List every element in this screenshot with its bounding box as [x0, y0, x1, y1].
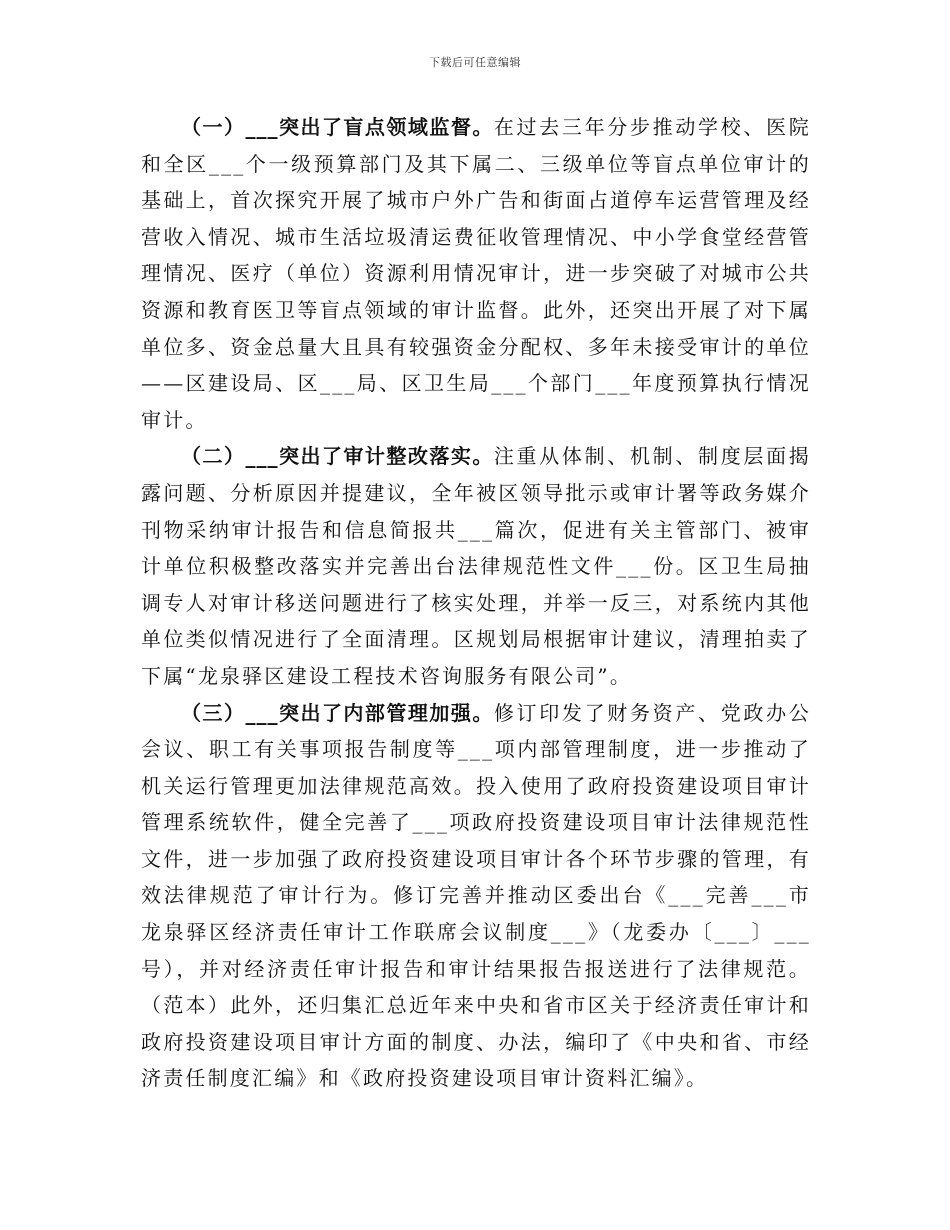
page-header: 下载后可任意编辑 [429, 56, 521, 69]
paragraph-1-text: 在过去三年分步推动学校、医院和全区___个一级预算部门及其下属二、三级单位等盲点单位审计的基础上，首次探究开展了城市户外广告和街面占道停车运营管理及经营收入情况、城市生活垃圾清运费征收管理情况、中小学食堂经营管理情况、医疗（单位）资源利用情况审计，进一步突破了对城市公共资源和教育医卫等盲点领域的审计监督。此外，还突出开展了对下属单位多、资金总量大且具有较强资金分配权、多年未接受审计的单位——区建设局、区___局、区卫生局___个部门___年度预算执行情况审计。 [141, 115, 811, 432]
paragraph-2-heading: （二）___突出了审计整改落实。 [181, 444, 494, 469]
paragraph-3-text: 修订印发了财务资产、党政办公会议、职工有关事项报告制度等___项内部管理制度，进一步推动了机关运行管理更加法律规范高效。投入使用了政府投资建设项目审计管理系统软件，健全完善了___项政府投资建设项目审计法律规范性文件，进一步加强了政府投资建设项目审计各个环节步骤的管理，有效法律规范了审计行为。修订完善并推动区委出台《___完善___市龙泉驿区经济责任审计工作联席会议制度___》（龙委办〔___〕___号），并对经济责任审计报告和审计结果报告报送进行了法律规范。（范本）此外，还归集汇总近年来中央和省市区关于经济责任审计和政府投资建设项目审计方面的制度、办法，编印了《中央和省、市经济责任制度汇编》和《政府投资建设项目审计资料汇编》。 [141, 700, 811, 1091]
paragraph-2 [141, 438, 811, 694]
paragraph-3 [141, 695, 811, 1098]
paragraph-2-text: 注重从体制、机制、制度层面揭露问题、分析原因并提建议，全年被区领导批示或审计署等政务媒介刊物采纳审计报告和信息简报共___篇次，促进有关主管部门、被审计单位积极整改落实并完善出台法律规范性文件___份。区卫生局抽调专人对审计移送问题进行了核实处理，并举一反三，对系统内其他单位类似情况进行了全面清理。区规划局根据审计建议，清理拍卖了下属“龙泉驿区建设工程技术咨询服务有限公司”。 [141, 444, 811, 688]
paragraph-3-heading: （三）___突出了内部管理加强。 [181, 700, 494, 725]
paragraph-1 [141, 109, 811, 438]
paragraph-1-heading: （一）___突出了盲点领域监督。 [181, 115, 494, 139]
document-body [141, 109, 811, 1097]
